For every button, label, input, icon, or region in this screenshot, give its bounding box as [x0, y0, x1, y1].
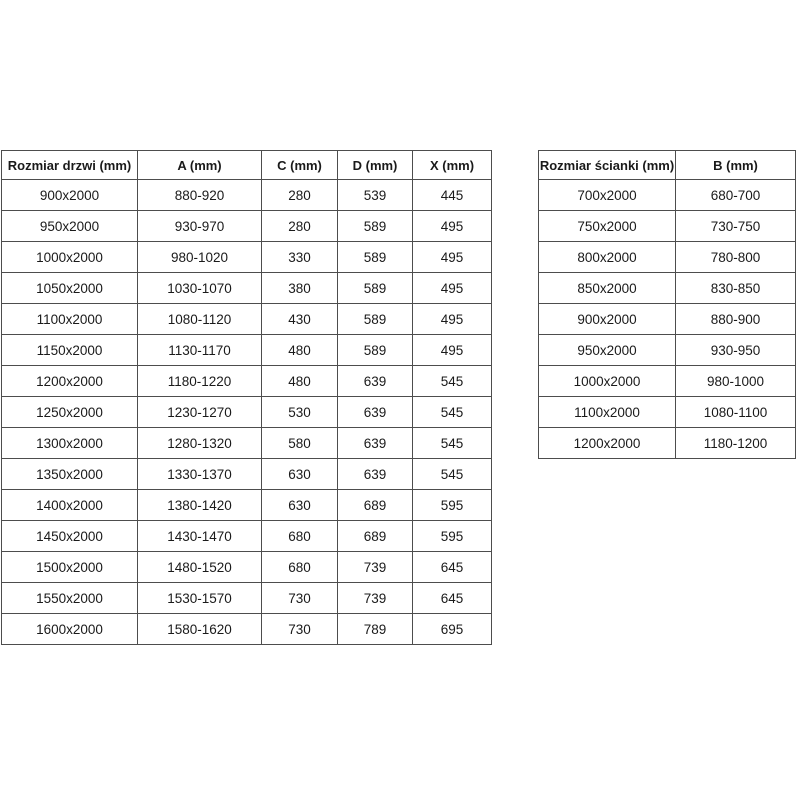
table-cell: 380: [262, 273, 338, 304]
table-cell: 589: [338, 211, 413, 242]
table-cell: 1550x2000: [2, 583, 138, 614]
table-cell: 1430-1470: [138, 521, 262, 552]
table-cell: 545: [413, 459, 492, 490]
table-row: [2, 242, 492, 273]
table-cell: 880-920: [138, 180, 262, 211]
table-cell: 1050x2000: [2, 273, 138, 304]
table-cell: 495: [413, 211, 492, 242]
table-cell: 880-900: [676, 304, 796, 335]
table-cell: 480: [262, 335, 338, 366]
table-cell: 739: [338, 552, 413, 583]
wall-table-body: [539, 180, 796, 459]
table-header-row: [539, 151, 796, 180]
table-cell: 1400x2000: [2, 490, 138, 521]
table-cell: 1180-1220: [138, 366, 262, 397]
table-cell: 480: [262, 366, 338, 397]
table-cell: 789: [338, 614, 413, 645]
table-cell: 495: [413, 335, 492, 366]
table-cell: 1030-1070: [138, 273, 262, 304]
table-cell: 1250x2000: [2, 397, 138, 428]
table-cell: 1200x2000: [539, 428, 676, 459]
table-cell: 639: [338, 366, 413, 397]
table-cell: 639: [338, 428, 413, 459]
table-cell: 739: [338, 583, 413, 614]
table-cell: 830-850: [676, 273, 796, 304]
table-cell: 950x2000: [2, 211, 138, 242]
table-cell: 545: [413, 366, 492, 397]
table-cell: 595: [413, 490, 492, 521]
column-header: Rozmiar ścianki (mm): [539, 151, 676, 180]
table-row: [539, 273, 796, 304]
table-cell: 280: [262, 211, 338, 242]
table-cell: 645: [413, 583, 492, 614]
table-row: [2, 304, 492, 335]
table-cell: 1000x2000: [2, 242, 138, 273]
table-cell: 630: [262, 490, 338, 521]
table-cell: 680: [262, 521, 338, 552]
table-cell: 1500x2000: [2, 552, 138, 583]
table-cell: 1230-1270: [138, 397, 262, 428]
table-cell: 1180-1200: [676, 428, 796, 459]
table-cell: 930-950: [676, 335, 796, 366]
table-row: [2, 335, 492, 366]
table-row: [2, 211, 492, 242]
door-table-body: [2, 180, 492, 645]
table-row: [2, 180, 492, 211]
table-cell: 695: [413, 614, 492, 645]
table-row: [539, 180, 796, 211]
table-cell: 589: [338, 335, 413, 366]
table-cell: 639: [338, 397, 413, 428]
table-cell: 630: [262, 459, 338, 490]
table-cell: 530: [262, 397, 338, 428]
wall-panel-size-table-container: [538, 150, 796, 459]
column-header: A (mm): [138, 151, 262, 180]
table-header-row: [2, 151, 492, 180]
table-cell: 930-970: [138, 211, 262, 242]
table-cell: 1600x2000: [2, 614, 138, 645]
table-cell: 545: [413, 428, 492, 459]
column-header: X (mm): [413, 151, 492, 180]
table-cell: 1080-1120: [138, 304, 262, 335]
wall-panel-size-table: [538, 150, 796, 459]
table-cell: 1330-1370: [138, 459, 262, 490]
table-cell: 1280-1320: [138, 428, 262, 459]
table-row: [2, 552, 492, 583]
table-cell: 1080-1100: [676, 397, 796, 428]
door-size-table: [1, 150, 492, 645]
column-header: D (mm): [338, 151, 413, 180]
table-cell: 730-750: [676, 211, 796, 242]
table-cell: 780-800: [676, 242, 796, 273]
table-row: [539, 366, 796, 397]
table-cell: 645: [413, 552, 492, 583]
wall-table-head: [539, 151, 796, 180]
table-cell: 700x2000: [539, 180, 676, 211]
table-cell: 980-1020: [138, 242, 262, 273]
table-row: [2, 459, 492, 490]
table-row: [2, 397, 492, 428]
table-cell: 950x2000: [539, 335, 676, 366]
table-cell: 730: [262, 583, 338, 614]
column-header: C (mm): [262, 151, 338, 180]
table-cell: 900x2000: [2, 180, 138, 211]
table-cell: 1100x2000: [539, 397, 676, 428]
table-row: [539, 242, 796, 273]
table-cell: 495: [413, 273, 492, 304]
table-row: [2, 614, 492, 645]
table-row: [539, 335, 796, 366]
table-cell: 800x2000: [539, 242, 676, 273]
table-row: [539, 304, 796, 335]
table-cell: 1530-1570: [138, 583, 262, 614]
table-cell: 1200x2000: [2, 366, 138, 397]
table-row: [2, 521, 492, 552]
table-row: [2, 428, 492, 459]
table-cell: 330: [262, 242, 338, 273]
table-row: [539, 397, 796, 428]
door-size-table-container: [1, 150, 492, 645]
table-cell: 545: [413, 397, 492, 428]
table-cell: 689: [338, 490, 413, 521]
door-table-head: [2, 151, 492, 180]
table-cell: 1480-1520: [138, 552, 262, 583]
table-cell: 1580-1620: [138, 614, 262, 645]
table-cell: 580: [262, 428, 338, 459]
table-cell: 595: [413, 521, 492, 552]
table-cell: 1130-1170: [138, 335, 262, 366]
table-row: [2, 366, 492, 397]
table-cell: 980-1000: [676, 366, 796, 397]
table-cell: 689: [338, 521, 413, 552]
table-cell: 730: [262, 614, 338, 645]
table-row: [539, 211, 796, 242]
table-cell: 1000x2000: [539, 366, 676, 397]
table-cell: 445: [413, 180, 492, 211]
column-header: B (mm): [676, 151, 796, 180]
table-cell: 1300x2000: [2, 428, 138, 459]
table-cell: 495: [413, 304, 492, 335]
table-cell: 1350x2000: [2, 459, 138, 490]
table-row: [539, 428, 796, 459]
table-cell: 750x2000: [539, 211, 676, 242]
column-header: Rozmiar drzwi (mm): [2, 151, 138, 180]
table-cell: 1150x2000: [2, 335, 138, 366]
table-cell: 1450x2000: [2, 521, 138, 552]
table-cell: 280: [262, 180, 338, 211]
table-cell: 639: [338, 459, 413, 490]
table-cell: 680-700: [676, 180, 796, 211]
table-cell: 495: [413, 242, 492, 273]
table-cell: 430: [262, 304, 338, 335]
table-cell: 1100x2000: [2, 304, 138, 335]
table-cell: 539: [338, 180, 413, 211]
table-cell: 680: [262, 552, 338, 583]
table-row: [2, 583, 492, 614]
table-cell: 589: [338, 273, 413, 304]
table-row: [2, 490, 492, 521]
table-cell: 1380-1420: [138, 490, 262, 521]
table-row: [2, 273, 492, 304]
table-cell: 850x2000: [539, 273, 676, 304]
table-cell: 589: [338, 242, 413, 273]
table-cell: 900x2000: [539, 304, 676, 335]
table-cell: 589: [338, 304, 413, 335]
